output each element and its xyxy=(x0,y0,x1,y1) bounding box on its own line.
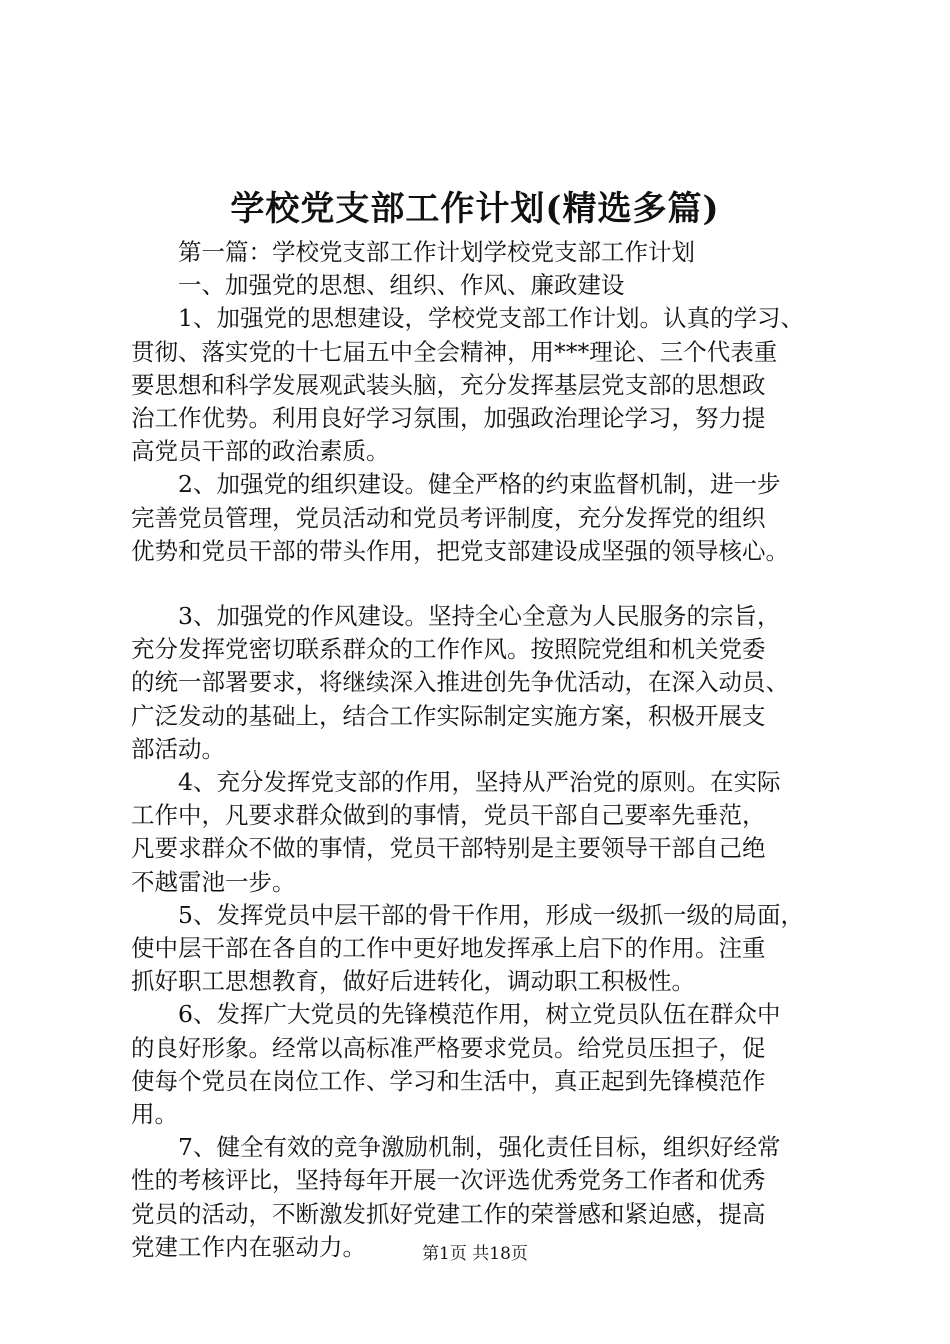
text-line: 一、加强党的思想、组织、作风、廉政建设 xyxy=(178,271,625,300)
text-line: 广泛发动的基础上，结合工作实际制定实施方案，积极开展支 xyxy=(131,701,766,730)
text-line: 的统一部署要求，将继续深入推进创先争优活动，在深入动员、 xyxy=(131,668,789,697)
text-line: 充分发挥党密切联系群众的工作作风。按照院党组和机关党委 xyxy=(131,635,766,664)
text-line: 工作中，凡要求群众做到的事情，党员干部自己要率先垂范， xyxy=(131,801,766,830)
text-line: 完善党员管理，党员活动和党员考评制度，充分发挥党的组织 xyxy=(131,503,766,532)
paragraph-item-5 xyxy=(131,899,855,999)
text-line: 5、发挥党员中层干部的骨干作用，形成一级抓一级的局面， xyxy=(178,900,804,929)
text-line: 性的考核评比，坚持每年开展一次评选优秀党务工作者和优秀 xyxy=(131,1166,766,1195)
text-line: 的良好形象。经常以高标准严格要求党员。给党员压担子，促 xyxy=(131,1033,766,1062)
text-line: 4、充分发挥党支部的作用，坚持从严治党的原则。在实际 xyxy=(178,768,781,797)
page-number-footer: 第1页 共18页 xyxy=(422,1244,528,1264)
paragraph-item-6 xyxy=(131,998,855,1131)
text-line: 贯彻、落实党的十七届五中全会精神，用***理论、三个代表重 xyxy=(131,337,778,366)
paragraph-item-2 xyxy=(131,468,855,568)
paragraph-item-4 xyxy=(131,766,855,899)
document-body xyxy=(131,236,855,1264)
text-line: 2、加强党的组织建设。健全严格的约束监督机制，进一步 xyxy=(178,470,781,499)
text-line: 不越雷池一步。 xyxy=(131,867,296,896)
text-line: 高党员干部的政治素质。 xyxy=(131,437,390,466)
text-line: 1、加强党的思想建设，学校党支部工作计划。认真的学习、 xyxy=(178,304,804,333)
text-line: 使每个党员在岗位工作、学习和生活中，真正起到先锋模范作 xyxy=(131,1066,766,1095)
text-line: 优势和党员干部的带头作用，把党支部建设成坚强的领导核心。 xyxy=(131,536,789,565)
text-line: 使中层干部在各自的工作中更好地发挥承上启下的作用。注重 xyxy=(131,934,766,963)
text-line: 6、发挥广大党员的先锋模范作用，树立党员队伍在群众中 xyxy=(178,1000,781,1029)
paragraph-item-1 xyxy=(131,302,855,468)
text-line: 党建工作内在驱动力。 xyxy=(131,1232,366,1261)
text-line: 部活动。 xyxy=(131,734,225,763)
text-line: 治工作优势。利用良好学习氛围，加强政治理论学习，努力提 xyxy=(131,404,766,433)
text-line: 党员的活动，不断激发抓好党建工作的荣誉感和紧迫感，提高 xyxy=(131,1199,766,1228)
text-line: 第一篇：学校党支部工作计划学校党支部工作计划 xyxy=(178,238,695,266)
text-line: 用。 xyxy=(131,1100,178,1129)
section-heading-first-article xyxy=(131,236,855,269)
paragraph-gap xyxy=(131,568,855,600)
text-line: 3、加强党的作风建设。坚持全心全意为人民服务的宗旨， xyxy=(178,602,781,631)
document-title: 学校党支部工作计划(精选多篇) xyxy=(230,189,720,229)
section-heading-one xyxy=(131,269,855,302)
text-line: 凡要求群众不做的事情，党员干部特别是主要领导干部自己绝 xyxy=(131,834,766,863)
text-line: 抓好职工思想教育，做好后进转化，调动职工积极性。 xyxy=(131,967,695,996)
text-line: 要思想和科学发展观武装头脑，充分发挥基层党支部的思想政 xyxy=(131,370,766,399)
paragraph-item-3 xyxy=(131,600,855,766)
text-line: 7、健全有效的竞争激励机制，强化责任目标，组织好经常 xyxy=(178,1133,781,1162)
